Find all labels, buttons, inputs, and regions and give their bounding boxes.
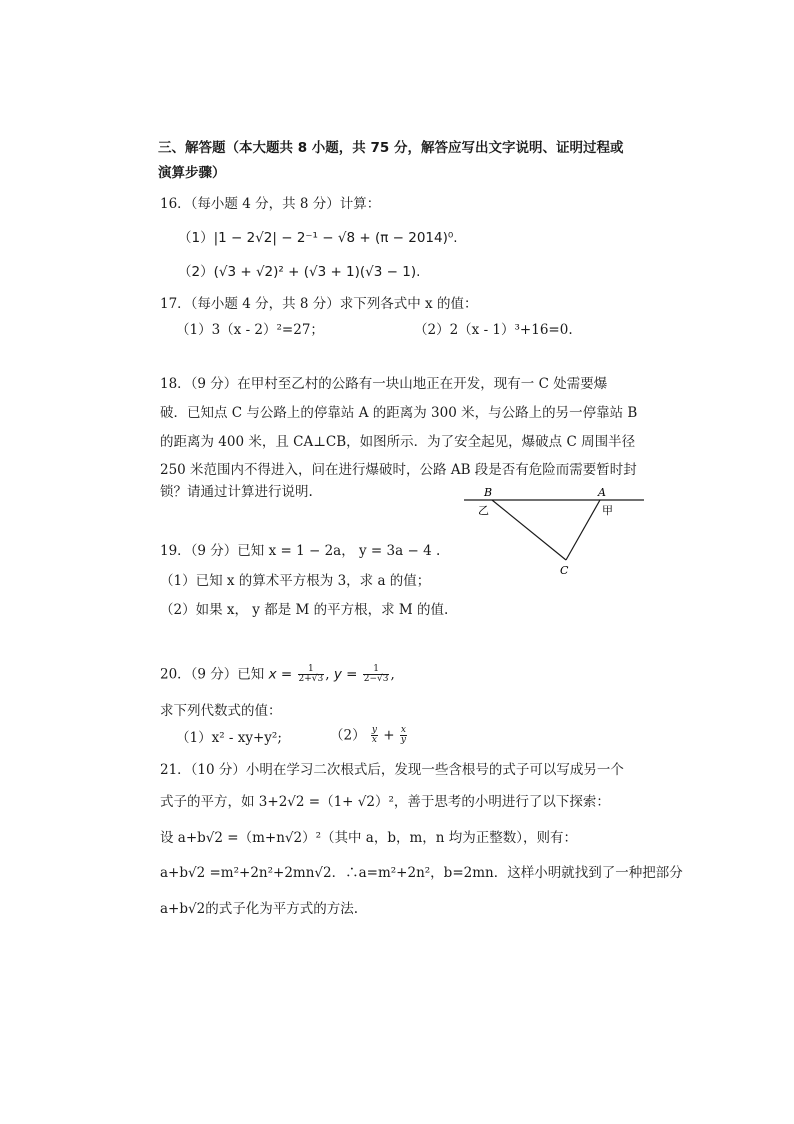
label-a: A — [598, 486, 606, 499]
q20-f2-num: x — [400, 725, 406, 735]
q20-end: , — [390, 666, 395, 683]
q20-frac-y-over-x — [371, 726, 378, 746]
road-triangle-figure — [460, 484, 650, 576]
q20-x-lhs: x = — [268, 666, 293, 683]
q20-x-num: 1 — [298, 665, 325, 675]
q16-part2: （2）(√3 + √2)² + (√3 + 1)(√3 − 1). — [178, 264, 421, 280]
q16-intro: 16．（每小题 4 分，共 8 分）计算： — [160, 196, 381, 212]
q21-line2: 式子的平方，如 3+2√2 =（1+ √2）²，善于思考的小明进行了以下探索： — [160, 794, 610, 810]
q21-line3: 设 a+b√2 =（m+n√2）²（其中 a，b，m，n 均为正整数），则有： — [160, 830, 578, 846]
q20-f2-den: y — [400, 735, 406, 746]
q18-line3: 的距离为 400 米，且 CA⊥CB，如图所示．为了安全起见，爆破点 C 周围半径 — [160, 434, 636, 450]
label-b: B — [484, 486, 493, 499]
q17-part1: （1）3（x - 2）²=27； — [176, 322, 324, 338]
q20-part1: （1）x² - xy+y²; — [176, 730, 282, 746]
label-yi: 乙 — [478, 504, 489, 517]
q20-part2-label: （2） — [330, 727, 366, 744]
q19-part2: （2）如果 x， y 都是 M 的平方根，求 M 的值. — [160, 602, 449, 618]
q20-intro-text: 20．（9 分）已知 — [160, 666, 265, 683]
q17-intro: 17．（每小题 4 分，共 8 分）求下列各式中 x 的值： — [160, 296, 478, 312]
q21-line1: 21．（10 分）小明在学习二次根式后，发现一些含根号的式子可以写成另一个 — [160, 762, 624, 778]
q20-plus: + — [383, 727, 395, 744]
q19-part1: （1）已知 x 的算术平方根为 3，求 a 的值； — [160, 573, 431, 589]
q18-line5: 锁？请通过计算进行说明. — [160, 484, 313, 500]
q20-intro — [160, 665, 395, 685]
q16-part1: （1）|1 − 2√2| − 2⁻¹ − √8 + (π − 2014)⁰. — [178, 230, 458, 246]
q20-sep: , — [325, 666, 330, 683]
q20-f1-num: y — [371, 725, 377, 735]
q20-y-fraction — [363, 665, 390, 685]
q18-line4: 250 米范围内不得进入，问在进行爆破时，公路 AB 段是否有危险而需要暂时封 — [160, 462, 637, 478]
q17-part2: （2）2（x - 1）³+16=0. — [414, 322, 573, 338]
q20-x-den: 2+√3 — [298, 674, 324, 685]
segment-ac — [566, 500, 600, 560]
segment-bc — [492, 500, 566, 560]
q21-line4: a+b√2 =m²+2n²+2mn√2．∴a=m²+2n²，b=2mn．这样小明就找到了一种把部分 — [160, 865, 683, 881]
q20-line2: 求下列代数式的值： — [160, 703, 282, 719]
q21-line5: a+b√2的式子化为平方式的方法. — [160, 901, 358, 917]
q20-y-lhs: y = — [333, 666, 358, 683]
q19-intro: 19．（9 分）已知 x = 1 − 2a， y = 3a − 4 . — [160, 543, 441, 559]
section-title-line2: 演算步骤） — [158, 165, 226, 181]
q20-y-num: 1 — [363, 665, 390, 675]
q20-part2 — [330, 726, 408, 746]
q20-x-fraction — [298, 665, 325, 685]
section-title-line1: 三、解答题（本大题共 8 小题，共 75 分，解答应写出文字说明、证明过程或 — [158, 140, 624, 156]
q20-frac-x-over-y — [400, 726, 407, 746]
q20-f1-den: x — [371, 735, 377, 746]
label-c: C — [560, 564, 569, 576]
label-jia: 甲 — [602, 504, 613, 517]
q20-y-den: 2−√3 — [363, 674, 389, 685]
q18-line1: 18．（9 分）在甲村至乙村的公路有一块山地正在开发，现有一 C 处需要爆 — [160, 376, 608, 392]
q18-line2: 破．已知点 C 与公路上的停靠站 A 的距离为 300 米，与公路上的另一停靠站 B — [160, 405, 638, 421]
